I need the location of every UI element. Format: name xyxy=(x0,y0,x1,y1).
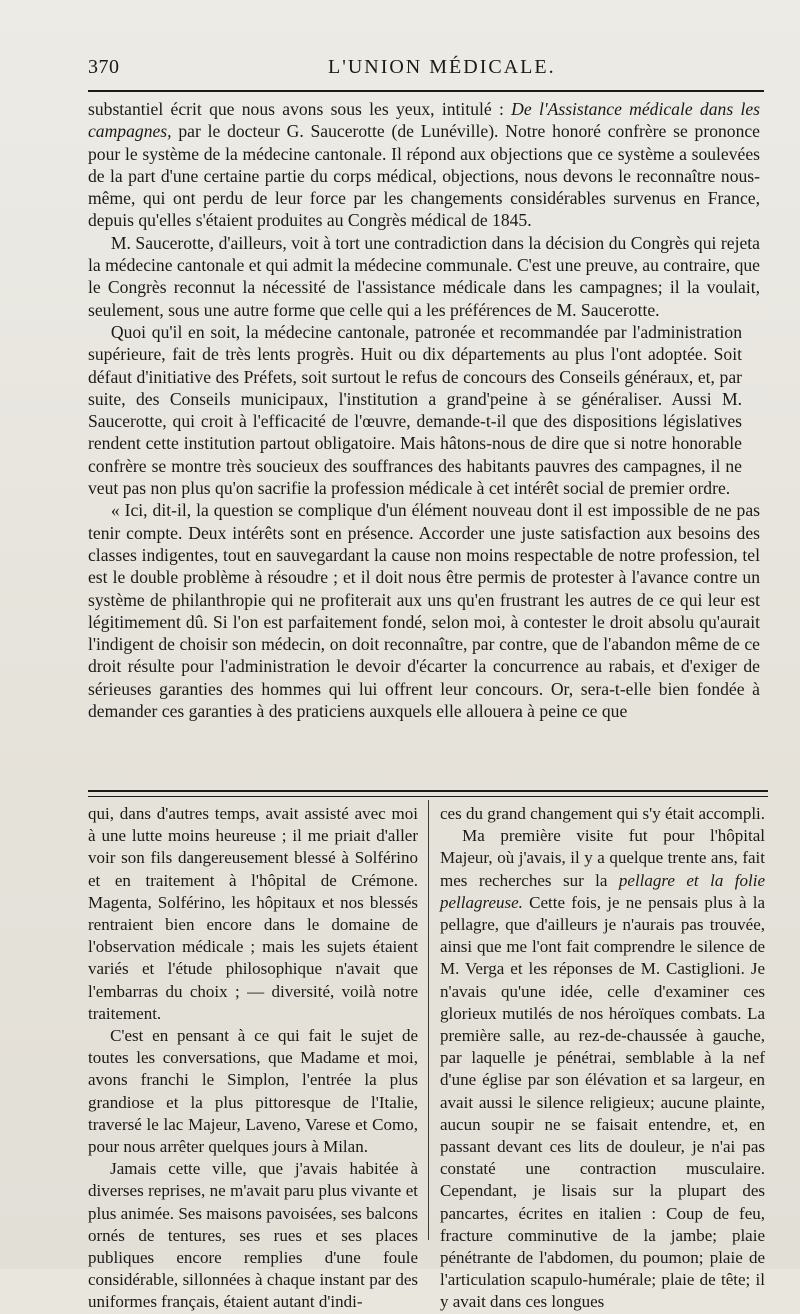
page-header xyxy=(88,56,760,88)
feuilleton-right-column xyxy=(440,803,765,1314)
feuilleton-right-paragraph-2-start: Ma première visite fut pour l'hôpital Majeur, où j'avais, il y a quelque trente ans, fait mes recherches sur la xyxy=(440,826,765,890)
feuilleton-left-paragraph-2: C'est en pensant à ce qui fait le sujet de toutes les conversations, que Madame et moi, avons franchi le Simplon, l'entrée la plus grandiose et la plus pittoresque de l'Italie, traversé le lac Majeur, Laveno, Varese et Como, pour nous arrêter quelques jours à Milan. xyxy=(88,1026,418,1157)
column-divider xyxy=(428,800,429,1240)
paragraph-1-rest: par le docteur G. Saucerotte (de Lunéville). Notre honoré confrère se prononce pour le système de la médecine cantonale. Il répond aux objections que ce système a soulevées de la part d'une certaine partie du corps médical, objections, nous devons le reconnaître nous-même, qui ont perdu de leur force par les changements considérables survenus en France, depuis qu'elles s'étaient produites au Congrès médical de 1845. xyxy=(88,121,760,231)
feuilleton-right-paragraph-1: ces du grand changement qui s'y était accompli. xyxy=(440,804,766,823)
feuilleton-right-paragraph-2 xyxy=(440,825,765,1313)
running-title: L'UNION MÉDICALE. xyxy=(328,56,556,78)
header-rule xyxy=(88,90,764,92)
paragraph-1 xyxy=(88,98,760,232)
paragraph-1-start: substantiel écrit que nous avons sous les yeux, intitulé : xyxy=(88,99,512,119)
feuilleton-rule xyxy=(88,790,768,797)
main-article xyxy=(88,98,760,722)
feuilleton-left-paragraph-3: Jamais cette ville, que j'avais habitée à diverses reprises, ne m'avait paru plus vivante et plus animée. Ses maisons pavoisées, ses balcons ornés de tentures, ses rues et ses places publiques encore remplies d'une foule considérable, sillonnées à chaque instant par des uniformes français, étaient autant d'indi- xyxy=(88,1159,418,1312)
paragraph-4-quote: « Ici, dit-il, la question se complique d'un élément nouveau dont il est impossible de ne pas tenir compte. Deux intérêts sont en présence. Accorder une juste satisfaction aux besoins des classes indigentes, tout en sauvegardant la cause non moins respectable de notre profession, tel est le double problème à résoudre ; et il doit nous être permis de protester à l'avance contre un système de philanthropie qui ne profiterait aux uns qu'en frustrant les autres de ce qui leur est légitimement dû. Si l'on est parfaitement fondé, selon moi, à contester le droit absolu qu'aurait l'indigent de choisir son médecin, on doit reconnaître, par contre, que de l'abandon même de ce droit résulte pour l'administration le devoir d'écarter la concurrence au rabais, et d'exiger de sérieuses garanties des hommes qui lui offrent leur concours. Or, sera-t-elle bien fondée à demander ces garanties à des praticiens auxquels elle allouera à peine ce que xyxy=(88,500,760,722)
paragraph-3: Quoi qu'il en soit, la médecine cantonale, patronée et recommandée par l'administration supérieure, fait de très lents progrès. Huit ou dix départements au plus l'ont adoptée. Soit défaut d'initiative des Préfets, soit surtout le refus de concours des Conseils généraux, et, par suite, des Conseils municipaux, l'institution a grand'peine à se généraliser. Aussi M. Saucerotte, qui croit à l'efficacité de l'œuvre, demande-t-il que des dispositions législatives rendent cette institution partout obligatoire. Mais hâtons-nous de dire que si notre honorable confrère se montre très soucieux des souffrances des habitants pauvres des campagnes, il ne veut pas non plus qu'on sacrifie la profession médicale à cet intérêt social de premier ordre. xyxy=(88,321,742,499)
paragraph-2: M. Saucerotte, d'ailleurs, voit à tort une contradiction dans la décision du Congrès qui rejeta la médecine cantonale et qui admit la médecine communale. C'est une preuve, au contraire, que le Congrès reconnut la nécessité de l'assistance médicale dans les campagnes; il la voulait, seulement, sous une autre forme que celle qui a les préférences de M. Saucerotte. xyxy=(88,232,760,320)
feuilleton-left-column xyxy=(88,803,418,1314)
feuilleton-right-paragraph-2-rest: Cette fois, je ne pensais plus à la pellagre, que d'ailleurs je n'aurais pas trouvée, ainsi que me l'ont fait comprendre le silence de M. Verga et les réponses de M. Castiglioni. Je n'avais qu'une idée, celle d'examiner ces glorieux mutilés de nos héroïques combats. La première salle, au rez-de-chaussée à gauche, par laquelle je pénétrai, semblable à la nef d'une église par son élévation et sa largeur, en avait aussi le silence religieux; aucune plainte, aucun soupir ne se faisait entendre, et, en passant devant ces lits de douleur, je n'ai pas constaté une contraction musculaire. Cependant, je lisais sur la plupart des pancartes, écrites en italien : Coup de feu, fracture comminutive de la jambe; plaie pénétrante de l'abdomen, du poumon; plaie de l'articulation scapulo-humérale; plaie de tête; il y avait dans ces longues xyxy=(440,892,765,1312)
page-number: 370 xyxy=(88,56,120,78)
book-title: De l'Assistance médicale dans les campagnes, xyxy=(88,99,760,142)
work-title: pellagre et la folie pellagreuse. xyxy=(440,870,765,912)
feuilleton-left-paragraph-1: qui, dans d'autres temps, avait assisté avec moi à une lutte moins heureuse ; il me priait d'aller voir son fils dangereusement blessé à Solférino et en traitement à l'hôpital de Crémone. Magenta, Solférino, les hôpitaux et nos blessés rentraient bien encore dans le domaine de l'observation médicale ; mais les sujets étaient variés et l'étude philosophique n'avait que l'embarras du choix ; — diversité, voilà notre traitement. xyxy=(88,804,418,1023)
